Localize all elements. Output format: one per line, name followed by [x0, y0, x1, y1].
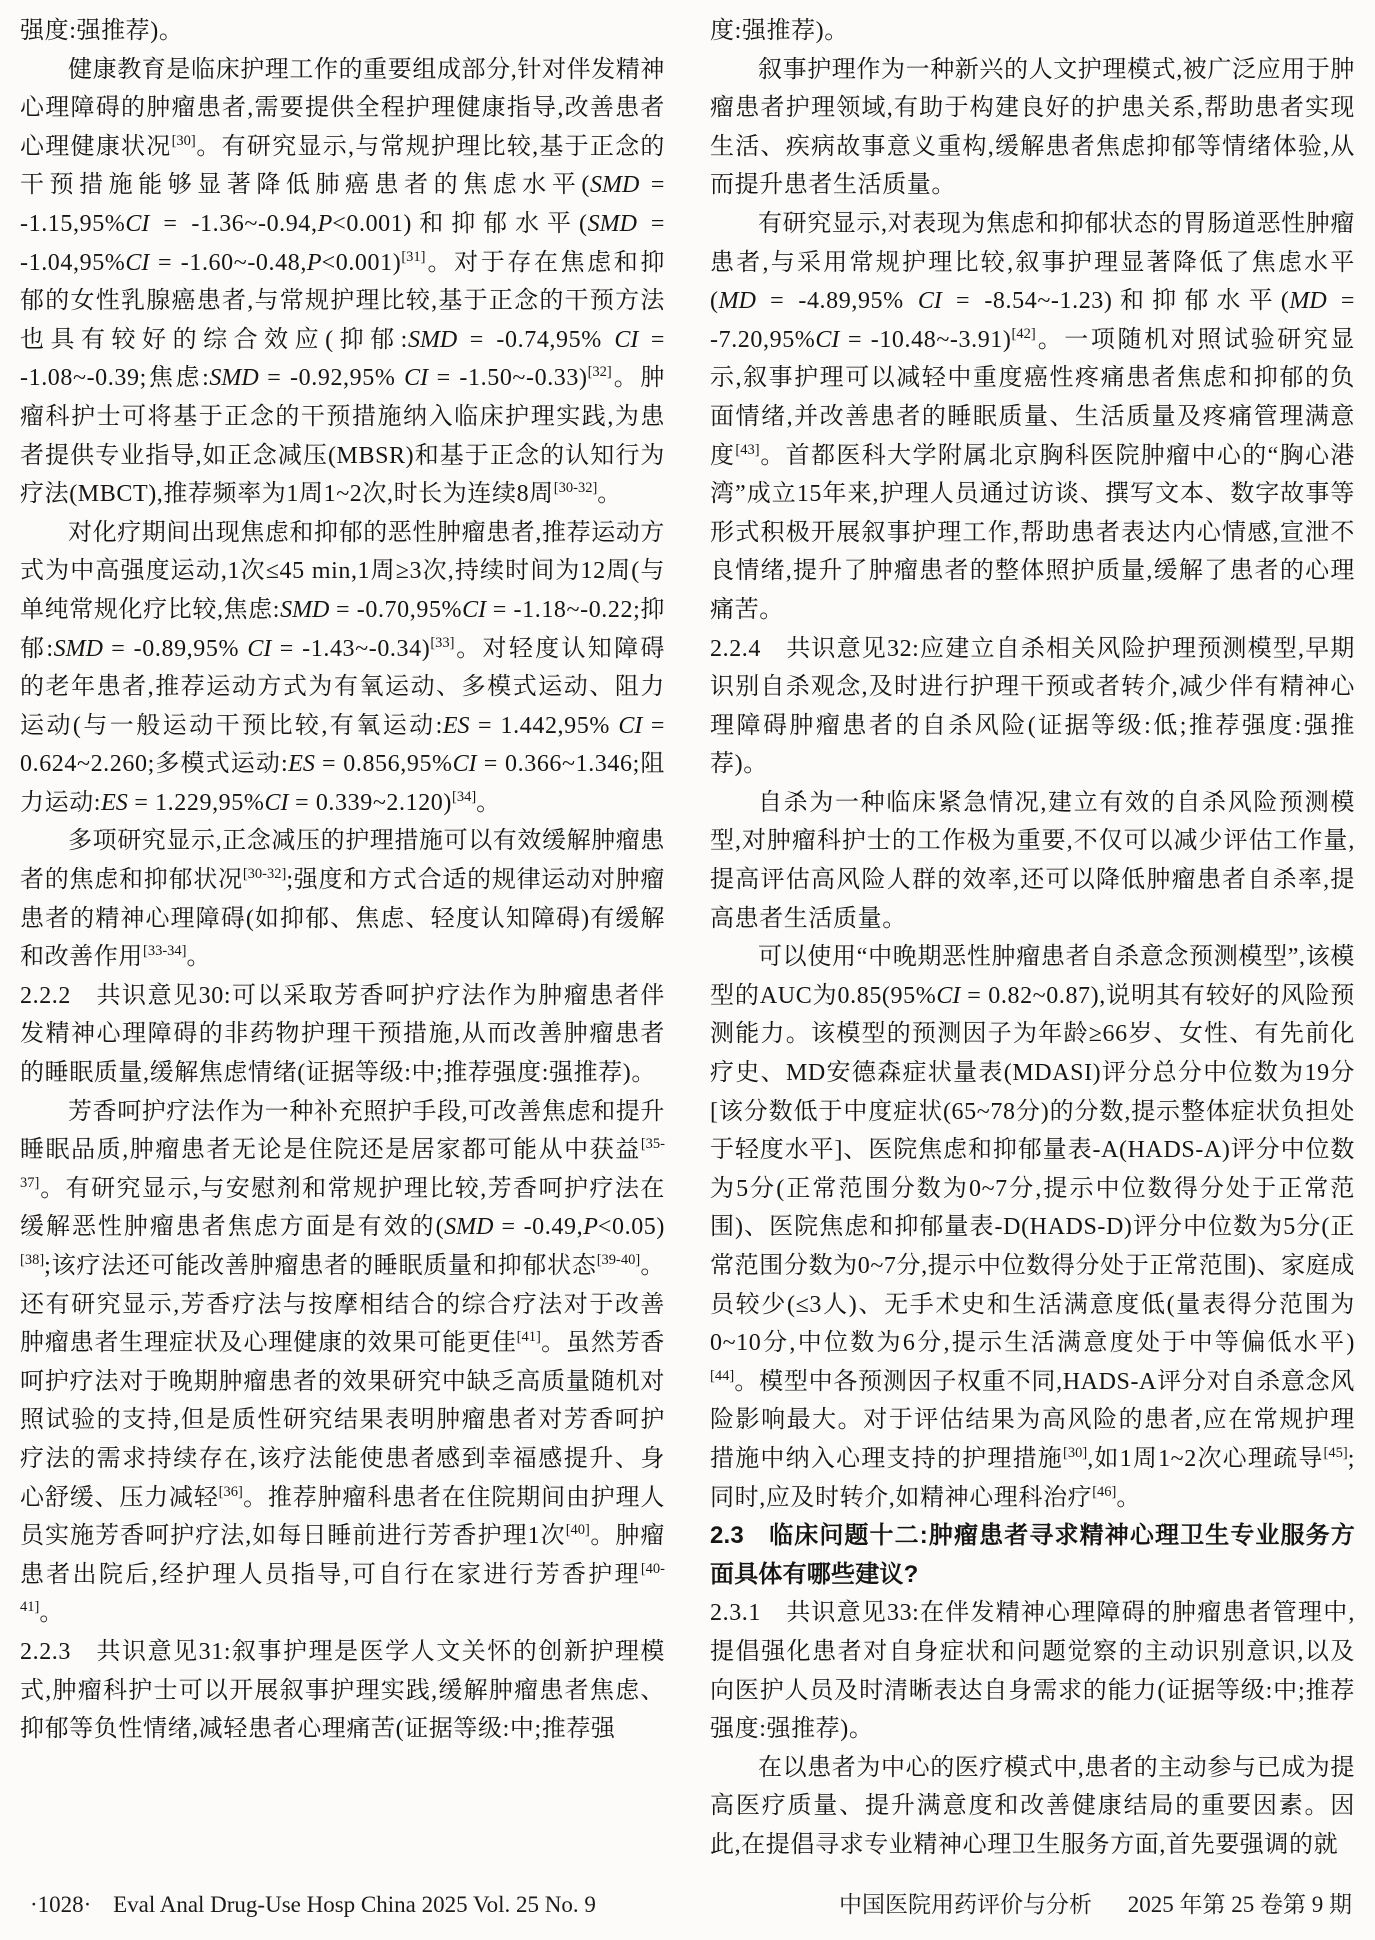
- text-run: 2.3 临床问题十二:肿瘤患者寻求精神心理卫生专业服务方面具体有哪些建议?: [710, 1522, 1355, 1588]
- page-number: ·1028·: [30, 1892, 92, 1917]
- text-run: 。还有研究显示,芳香疗法与按摩相结合的综合疗法对于改善肿瘤患者生理症状及心理健康的效果可能更佳: [20, 1253, 665, 1357]
- reference-marker: [40-41]: [20, 1560, 665, 1616]
- text-run: 多项研究显示,正念减压的护理措施可以有效缓解肿瘤患者的焦虑和抑郁状况: [20, 828, 665, 894]
- section-heading: [710, 1517, 1355, 1594]
- text-run: = -1.36~-0.94,: [149, 210, 318, 237]
- paragraph: [710, 938, 1355, 1517]
- reference-marker: [32]: [587, 364, 612, 381]
- text-run: = -0.89,95%: [102, 635, 248, 662]
- text-run: = 0.856,95%: [314, 751, 453, 778]
- stat-symbol: CI: [815, 326, 840, 353]
- text-run: 。肿瘤科护士可将基于正念的干预措施纳入临床护理实践,为患者提供专业指导,如正念减压(MBSR)和基于正念的认知行为疗法(MBCT),推荐频率为1周1~2次,时长为连续8周: [20, 365, 665, 508]
- text-run: 自杀为一种临床紧急情况,建立有效的自杀风险预测模型,对肿瘤科护士的工作极为重要,不仅可以减少评估工作量,提高评估高风险人群的效率,还可以降低肿瘤患者自杀率,提高患者生活质量。: [710, 789, 1355, 932]
- text-run: 。一项随机对照试验研究显示,叙事护理可以减轻中重度癌性疼痛患者焦虑和抑郁的负面情绪,并改善患者的睡眠质量、生活质量及疼痛管理满意度: [710, 326, 1355, 469]
- text-run: 。有研究显示,与安慰剂和常规护理比较,芳香呵护疗法在缓解恶性肿瘤患者焦虑方面是有效的(: [20, 1175, 665, 1241]
- text-run: 健康教育是临床护理工作的重要组成部分,针对伴发精神心理障碍的肿瘤患者,需要提供全程护理健康指导,改善患者心理健康状况: [20, 56, 665, 160]
- stat-symbol: SMD: [589, 172, 640, 199]
- stat-symbol: CI: [264, 789, 289, 816]
- text-run: ;同时,应及时转介,如精神心理科治疗: [710, 1445, 1355, 1511]
- reference-marker: [34]: [452, 788, 477, 805]
- paragraph: [710, 784, 1355, 938]
- reference-marker: [35-37]: [20, 1136, 665, 1191]
- text-run: <0.05): [597, 1214, 665, 1241]
- text-run: ,如1周1~2次心理疏导: [1087, 1445, 1324, 1472]
- text-run: = 1.442,95%: [469, 712, 619, 739]
- subsection-heading: [20, 977, 665, 1093]
- stat-symbol: ES: [442, 712, 470, 739]
- stat-symbol: CI: [452, 751, 477, 778]
- stat-symbol: ES: [288, 751, 315, 778]
- text-run: 。对于存在焦虑和抑郁的女性乳腺癌患者,与常规护理比较,基于正念的干预方法也具有较好的综合效应(抑郁:: [20, 249, 665, 353]
- reference-marker: [36]: [218, 1483, 243, 1500]
- text-run: = -8.54~-1.23)和抑郁水平(: [941, 288, 1290, 315]
- text-run: = -10.48~-3.91): [839, 326, 1012, 353]
- text-run: 。有研究显示,与常规护理比较,基于正念的干预措施能够显著降低肺癌患者的焦虑水平(: [20, 133, 665, 199]
- reference-marker: [30-32]: [553, 480, 598, 497]
- reference-marker: [33]: [430, 634, 455, 651]
- stat-symbol: CI: [614, 326, 639, 353]
- reference-marker: [30]: [171, 132, 196, 149]
- paragraph: [20, 514, 665, 823]
- text-run: ;该疗法还可能改善肿瘤患者的睡眠质量和抑郁状态: [44, 1253, 597, 1279]
- text-run: 2.2.2 共识意见30:可以采取芳香呵护疗法作为肿瘤患者伴发精神心理障碍的非药物护理干预措施,从而改善肿瘤患者的睡眠质量,缓解焦虑情绪(证据等级:中;推荐强度:强推荐)。: [20, 982, 665, 1087]
- stat-symbol: CI: [125, 249, 150, 276]
- stat-symbol: CI: [462, 596, 487, 623]
- text-run: 。: [1116, 1484, 1141, 1511]
- text-run: ;强度和方式合适的规律运动对肿瘤患者的精神心理障碍(如抑郁、焦虑、轻度认知障碍)有缓解和改善作用: [20, 867, 665, 971]
- text-run: 可以使用“中晚期恶性肿瘤患者自杀意念预测模型”,该模型的AUC为0.85(95%: [710, 944, 1355, 1009]
- stat-symbol: MD: [718, 288, 756, 315]
- text-run: 。: [39, 1600, 64, 1627]
- page-footer: [30, 1886, 1352, 1919]
- reference-marker: [42]: [1011, 325, 1036, 342]
- stat-symbol: P: [306, 249, 322, 276]
- text-run: = -1.18~-0.22;抑郁:: [20, 596, 665, 662]
- text-run: = 0.624~2.260;多模式运动:: [20, 712, 665, 778]
- reference-marker: [40]: [565, 1522, 590, 1539]
- text-run: = -0.74,95%: [457, 326, 615, 353]
- text-run: = -7.20,95%: [710, 288, 1355, 353]
- text-run: 。推荐肿瘤科患者在住院期间由护理人员实施芳香呵护疗法,如每日睡前进行芳香护理1次: [20, 1484, 665, 1550]
- text-run: 2.2.3 共识意见31:叙事护理是医学人文关怀的创新护理模式,肿瘤科护士可以开展叙事护理实践,缓解肿瘤患者焦虑、抑郁等负性情绪,减轻患者心理痛苦(证据等级:中;推荐强: [20, 1638, 665, 1743]
- footer-left: [30, 1892, 596, 1918]
- text-run: = 0.366~1.346;阻力运动:: [20, 751, 665, 816]
- stat-symbol: CI: [917, 288, 942, 315]
- stat-symbol: ES: [101, 789, 128, 816]
- text-run: 。模型中各预测因子权重不同,HADS-A评分对自杀意念风险影响最大。对于评估结果为高风险的患者,应在常规护理措施中纳入心理支持的护理措施: [710, 1368, 1355, 1472]
- text-run: 。首都医科大学附属北京胸科医院肿瘤中心的“胸心港湾”成立15年来,护理人员通过访谈、撰写文本、数字故事等形式积极开展叙事护理工作,帮助患者表达内心情感,宣泄不良情绪,提升了肿瘤患者的整体照护质量,缓解了患者的心理痛苦。: [710, 442, 1355, 623]
- paragraph: [710, 205, 1355, 630]
- stat-symbol: SMD: [53, 635, 103, 662]
- paragraph: [710, 1749, 1355, 1865]
- reference-marker: [41]: [516, 1329, 541, 1346]
- stat-symbol: CI: [125, 210, 150, 237]
- text-run: = -4.89,95%: [755, 288, 918, 315]
- journal-name-cn: 中国医院用药评价与分析: [839, 1892, 1092, 1917]
- paragraph: [20, 12, 665, 51]
- stat-symbol: SMD: [407, 326, 458, 353]
- stat-symbol: P: [317, 210, 333, 237]
- subsection-heading: [710, 630, 1355, 784]
- text-run: = -1.60~-0.48,: [149, 249, 307, 276]
- text-run: = -1.08~-0.39;焦虑:: [20, 326, 665, 392]
- reference-marker: [43]: [735, 441, 760, 458]
- right-column: [710, 12, 1355, 1874]
- reference-marker: [33-34]: [143, 943, 187, 960]
- stat-symbol: MD: [1289, 288, 1327, 315]
- text-run: = 0.339~2.120): [288, 789, 452, 816]
- text-run: 有研究显示,对表现为焦虑和抑郁状态的胃肠道恶性肿瘤患者,与采用常规护理比较,叙事护理显著降低了焦虑水平(: [710, 210, 1355, 315]
- text-run: = -0.49,: [493, 1214, 584, 1241]
- text-run: 2.2.4 共识意见32:应建立自杀相关风险护理预测模型,早期识别自杀观念,及时进行护理干预或者转介,减少伴有精神心理障碍肿瘤患者的自杀风险(证据等级:低;推荐强度:强推荐)。: [710, 635, 1355, 778]
- reference-marker: [46]: [1092, 1483, 1117, 1500]
- reference-marker: [45]: [1323, 1444, 1348, 1461]
- stat-symbol: SMD: [444, 1214, 494, 1241]
- footer-right: [839, 1886, 1352, 1919]
- paragraph: [20, 822, 665, 976]
- text-run: = -0.92,95%: [258, 365, 405, 392]
- reference-marker: [44]: [710, 1367, 735, 1384]
- stat-symbol: CI: [936, 982, 961, 1009]
- text-run: = -1.04,95%: [20, 210, 665, 276]
- text-run: = -1.43~-0.34): [271, 635, 431, 662]
- text-run: 。: [597, 481, 622, 508]
- reference-marker: [38]: [20, 1252, 45, 1268]
- text-run: = 1.229,95%: [127, 789, 265, 816]
- stat-symbol: SMD: [209, 365, 259, 392]
- stat-symbol: SMD: [280, 596, 330, 623]
- text-run: 芳香呵护疗法作为一种补充照护手段,可改善焦虑和提升睡眠品质,肿瘤患者无论是住院还是居家都可能从中获益: [20, 1098, 665, 1164]
- journal-name-en: Eval Anal Drug-Use Hosp China 2025 Vol. 25 No. 9: [113, 1892, 596, 1917]
- text-run: 。肿瘤患者出院后,经护理人员指导,可自行在家进行芳香护理: [20, 1523, 665, 1588]
- reference-marker: [30-32]: [242, 866, 287, 883]
- paragraph: [20, 1093, 665, 1633]
- text-run: = -1.15,95%: [20, 172, 665, 237]
- stat-symbol: CI: [404, 365, 429, 392]
- reference-marker: [30]: [1063, 1444, 1088, 1461]
- stat-symbol: P: [583, 1214, 598, 1241]
- stat-symbol: CI: [247, 635, 272, 662]
- text-run: = -0.70,95%: [329, 596, 463, 623]
- text-run: 对化疗期间出现焦虑和抑郁的恶性肿瘤患者,推荐运动方式为中高强度运动,1次≤45 min,1周≥3次,持续时间为12周(与单纯常规化疗比较,焦虑:: [20, 519, 665, 623]
- text-run: = 0.82~0.87),说明其有较好的风险预测能力。该模型的预测因子为年龄≥66岁、女性、有先前化疗史、MD安德森症状量表(MDASI)评分总分中位数为19分[该分数低于中度症状(65~78分)的分数,提示整体症状负担处于轻度水平]、医院焦虑和抑郁量表-A(HADS-A)评分中位数为5分(正常范围分数为0~7分,提示中位数得分处于正常范围)、医院焦虑和抑郁量表-D(HADS-D)评分中位数为5分(正常范围分数为0~7分,提示中位数得分处于正常范围)、家庭成员较少(≤3人)、无手术史和生活满意度低(量表得分范围为0~10分,中位数为6分,提示生活满意度处于中等偏低水平): [710, 982, 1355, 1357]
- reference-marker: [31]: [401, 248, 426, 265]
- text-run: 2.3.1 共识意见33:在伴发精神心理障碍的肿瘤患者管理中,提倡强化患者对自身症状和问题觉察的主动识别意识,以及向医护人员及时清晰表达自身需求的能力(证据等级:中;推荐强度:强推荐)。: [710, 1600, 1355, 1743]
- stat-symbol: CI: [618, 712, 643, 739]
- paragraph: [710, 12, 1355, 51]
- text-run: 。对轻度认知障碍的老年患者,推荐运动方式为有氧运动、多模式运动、阻力运动(与一般运动干预比较,有氧运动:: [20, 635, 665, 739]
- reference-marker: [39-40]: [596, 1252, 641, 1268]
- stat-symbol: SMD: [587, 210, 637, 237]
- text-run: <0.001)和抑郁水平(: [332, 210, 588, 237]
- text-run: 。: [476, 789, 501, 816]
- text-run: 强度:强推荐)。: [20, 18, 184, 44]
- text-run: 。: [186, 944, 212, 971]
- left-column: [20, 12, 665, 1874]
- text-run: = -1.50~-0.33): [428, 365, 588, 392]
- paragraph: [20, 51, 665, 514]
- subsection-heading: [710, 1594, 1355, 1748]
- text-run: 度:强推荐)。: [710, 18, 849, 44]
- article-body: [20, 12, 1355, 1874]
- subsection-heading: [20, 1633, 665, 1749]
- text-run: <0.001): [321, 249, 402, 276]
- text-run: 叙事护理作为一种新兴的人文护理模式,被广泛应用于肿瘤患者护理领域,有助于构建良好的护患关系,帮助患者实现生活、疾病故事意义重构,缓解患者焦虑抑郁等情绪体验,从而提升患者生活质量。: [710, 56, 1355, 199]
- text-run: 在以患者为中心的医疗模式中,患者的主动参与已成为提高医疗质量、提升满意度和改善健康结局的重要因素。因此,在提倡寻求专业精神心理卫生服务方面,首先要强调的就: [710, 1754, 1355, 1858]
- paragraph: [710, 51, 1355, 205]
- issue-info: 2025 年第 25 卷第 9 期: [1127, 1892, 1352, 1917]
- text-run: 。虽然芳香呵护疗法对于晚期肿瘤患者的效果研究中缺乏高质量随机对照试验的支持,但是质性研究结果表明肿瘤患者对芳香呵护疗法的需求持续存在,该疗法能使患者感到幸福感提升、身心舒缓、压力减轻: [20, 1330, 665, 1511]
